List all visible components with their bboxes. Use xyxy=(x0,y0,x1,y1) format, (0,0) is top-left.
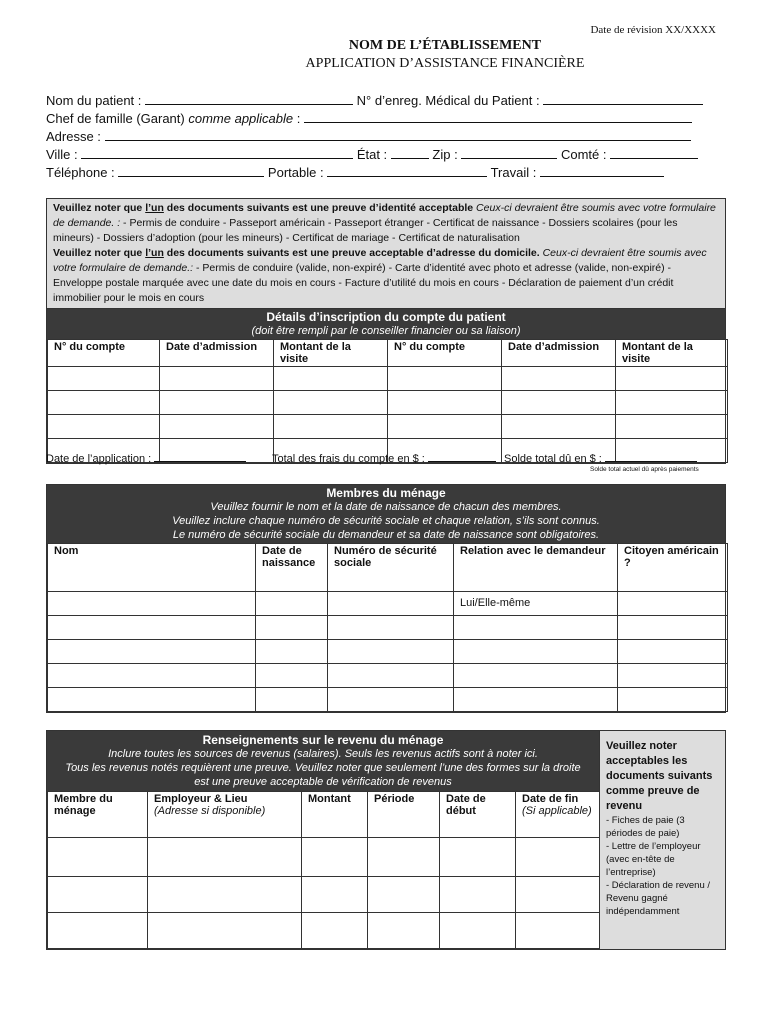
col-start-date: Date de début xyxy=(440,792,516,838)
guarantor-note: comme applicable xyxy=(188,111,294,126)
col-visit-amount-1: Montant de la visite xyxy=(274,340,388,367)
revision-date: Date de révision XX/XXXX xyxy=(590,24,716,36)
income-proof-title: Veuillez noter acceptables les documents suivants comme preuve de revenu xyxy=(606,740,713,812)
col-amount: Montant xyxy=(302,792,368,838)
address-document-list: - Permis de conduire (valide, non-expiré) - Carte d’identité avec photo et adresse (valide, non-expiré) - Enveloppe postale marquée avec une date du mois en cours - Facture d’utilité du mois en cours - Déclaration de paiement d’un crédit immobilier pour le mois en cours xyxy=(53,262,674,304)
address-field[interactable] xyxy=(105,128,691,141)
patient-line-5 xyxy=(46,164,726,182)
table-row xyxy=(48,391,728,415)
col-birth-date: Date de naissance xyxy=(256,544,328,592)
patient-name-field[interactable] xyxy=(145,92,353,105)
col-visit-amount-2: Montant de la visite xyxy=(616,340,728,367)
id-notice-prefix: Veuillez noter que xyxy=(53,202,146,214)
patient-info-section xyxy=(46,92,726,182)
household-box xyxy=(46,484,726,713)
table-row xyxy=(48,592,728,616)
work-field[interactable] xyxy=(540,164,664,177)
form-title: APPLICATION D’ASSISTANCE FINANCIÈRE xyxy=(305,56,585,71)
address-notice-bold: des documents suivants est une preuve acceptable d’adresse du domicile. xyxy=(163,247,540,259)
col-employer-label: Employeur & Lieu xyxy=(154,793,248,805)
household-line-1: Veuillez fournir le nom et la date de naissance de chacun des membres. xyxy=(210,501,562,513)
mobile-field[interactable] xyxy=(327,164,487,177)
household-title: Membres du ménage xyxy=(326,486,446,500)
id-notice-italic: Ceux-ci devraient être soumis avec votre formulaire de demande. : xyxy=(53,202,716,229)
state-field[interactable] xyxy=(391,146,429,159)
total-fees-label: Total des frais du compte en $ : xyxy=(272,453,425,465)
guarantor-colon: : xyxy=(293,111,301,126)
table-row xyxy=(48,912,600,948)
accounts-header-row xyxy=(48,340,728,367)
col-end-note: (Si applicable) xyxy=(522,805,592,817)
table-row xyxy=(48,688,728,712)
phone-label: Téléphone : xyxy=(46,165,115,180)
patient-name-label: Nom du patient : xyxy=(46,93,142,108)
city-field[interactable] xyxy=(81,146,353,159)
record-number-field[interactable] xyxy=(543,92,703,105)
zip-label: Zip : xyxy=(432,147,458,162)
county-label: Comté : xyxy=(560,147,607,162)
income-line-1: Inclure toutes les sources de revenus (salaires). Seuls les revenus actifs sont à noter ici. xyxy=(108,748,538,760)
household-header xyxy=(47,485,725,543)
table-row xyxy=(48,415,728,439)
id-notice-bold: des documents suivants est une preuve d’identité acceptable xyxy=(163,202,474,214)
patient-line-4 xyxy=(46,146,726,164)
city-label: Ville : xyxy=(46,147,78,162)
address-notice-italic: Ceux-ci devraient être soumis avec votre formulaire de demande.: xyxy=(53,247,707,274)
income-table xyxy=(47,791,600,949)
income-box xyxy=(46,730,726,950)
table-row xyxy=(48,640,728,664)
income-line-2: Tous les revenus notés requièrent une preuve. Veuillez noter que seulement l’une des formes sur la droite est une preuve acceptable de vérification de revenus xyxy=(65,762,581,788)
accounts-table xyxy=(47,339,728,463)
balance-group xyxy=(504,452,697,465)
balance-label: Solde total dû en $ : xyxy=(504,453,602,465)
address-notice-prefix: Veuillez noter que xyxy=(53,247,146,259)
balance-note: Solde total actuel dû après paiements xyxy=(590,466,699,473)
total-fees-field[interactable] xyxy=(428,452,496,462)
income-header-row xyxy=(48,792,600,838)
col-account-no-2: N° du compte xyxy=(388,340,502,367)
col-employer-note: (Adresse si disponible) xyxy=(154,805,266,817)
total-fees-group xyxy=(272,452,496,465)
application-date-field[interactable] xyxy=(154,452,246,462)
work-label: Travail : xyxy=(490,165,537,180)
facility-name: NOM DE L’ÉTABLISSEMENT xyxy=(348,38,542,53)
income-proof-sidebar xyxy=(599,731,725,949)
address-label: Adresse : xyxy=(46,129,101,144)
accounts-title: Détails d’inscription du compte du patient xyxy=(266,310,506,324)
accounts-header xyxy=(47,309,725,339)
income-proof-item: - Fiches de paie (3 périodes de paie) xyxy=(606,815,685,839)
state-label: État : xyxy=(356,147,388,162)
col-period: Période xyxy=(368,792,440,838)
application-date-group xyxy=(46,452,246,465)
table-row xyxy=(48,367,728,391)
col-admission-date-2: Date d’admission xyxy=(502,340,616,367)
col-relation: Relation avec le demandeur xyxy=(454,544,618,592)
address-notice-un: l’un xyxy=(145,247,164,259)
table-row xyxy=(48,838,600,876)
col-end-date xyxy=(516,792,600,838)
zip-field[interactable] xyxy=(461,146,557,159)
income-title: Renseignements sur le revenu du ménage xyxy=(202,733,444,747)
table-row xyxy=(48,616,728,640)
household-line-2: Veuillez inclure chaque numéro de sécurité sociale et chaque relation, s’ils sont connus. xyxy=(172,515,600,527)
income-main xyxy=(47,731,599,949)
document-notice xyxy=(47,199,725,309)
household-line-3: Le numéro de sécurité sociale du demandeur et sa date de naissance sont obligatoires. xyxy=(172,529,600,541)
guarantor-label: Chef de famille (Garant) xyxy=(46,111,185,126)
col-ssn: Numéro de sécurité sociale xyxy=(328,544,454,592)
accounts-box xyxy=(46,198,726,464)
application-date-label: Date de l’application : xyxy=(46,453,152,465)
record-number-label: N° d’enreg. Médical du Patient : xyxy=(356,93,540,108)
accounts-subtitle: (doit être rempli par le conseiller financier ou sa liaison) xyxy=(251,325,521,337)
patient-line-2 xyxy=(46,110,726,128)
household-table xyxy=(47,543,728,712)
mobile-label: Portable : xyxy=(267,165,324,180)
col-member: Membre du ménage xyxy=(48,792,148,838)
balance-field[interactable] xyxy=(605,452,697,462)
col-us-citizen: Citoyen américain ? xyxy=(618,544,728,592)
id-document-list: - Permis de conduire - Passeport américain - Passeport étranger - Certificat de naissance - Dossiers scolaires (pour les mineurs) - Dossiers d’adoption (pour les mineurs) - Certificat de mariage - Certificat de naturalisation xyxy=(53,217,678,244)
col-end-label: Date de fin xyxy=(522,793,579,805)
patient-line-3 xyxy=(46,128,726,146)
col-admission-date-1: Date d’admission xyxy=(160,340,274,367)
patient-line-1 xyxy=(46,92,726,110)
income-proof-item: - Déclaration de revenu / Revenu gagné indépendamment xyxy=(606,880,711,917)
col-employer xyxy=(148,792,302,838)
col-name: Nom xyxy=(48,544,256,592)
household-header-row xyxy=(48,544,728,592)
table-row xyxy=(48,664,728,688)
self-relation: Lui/Elle-même xyxy=(454,592,618,616)
table-row xyxy=(48,876,600,912)
income-proof-item: - Lettre de l’employeur (avec en-tête de l’entreprise) xyxy=(606,841,701,878)
id-notice-un: l’un xyxy=(145,202,164,214)
county-field[interactable] xyxy=(610,146,698,159)
phone-field[interactable] xyxy=(118,164,264,177)
guarantor-field[interactable] xyxy=(304,110,692,123)
income-header xyxy=(47,731,599,791)
col-account-no-1: N° du compte xyxy=(48,340,160,367)
